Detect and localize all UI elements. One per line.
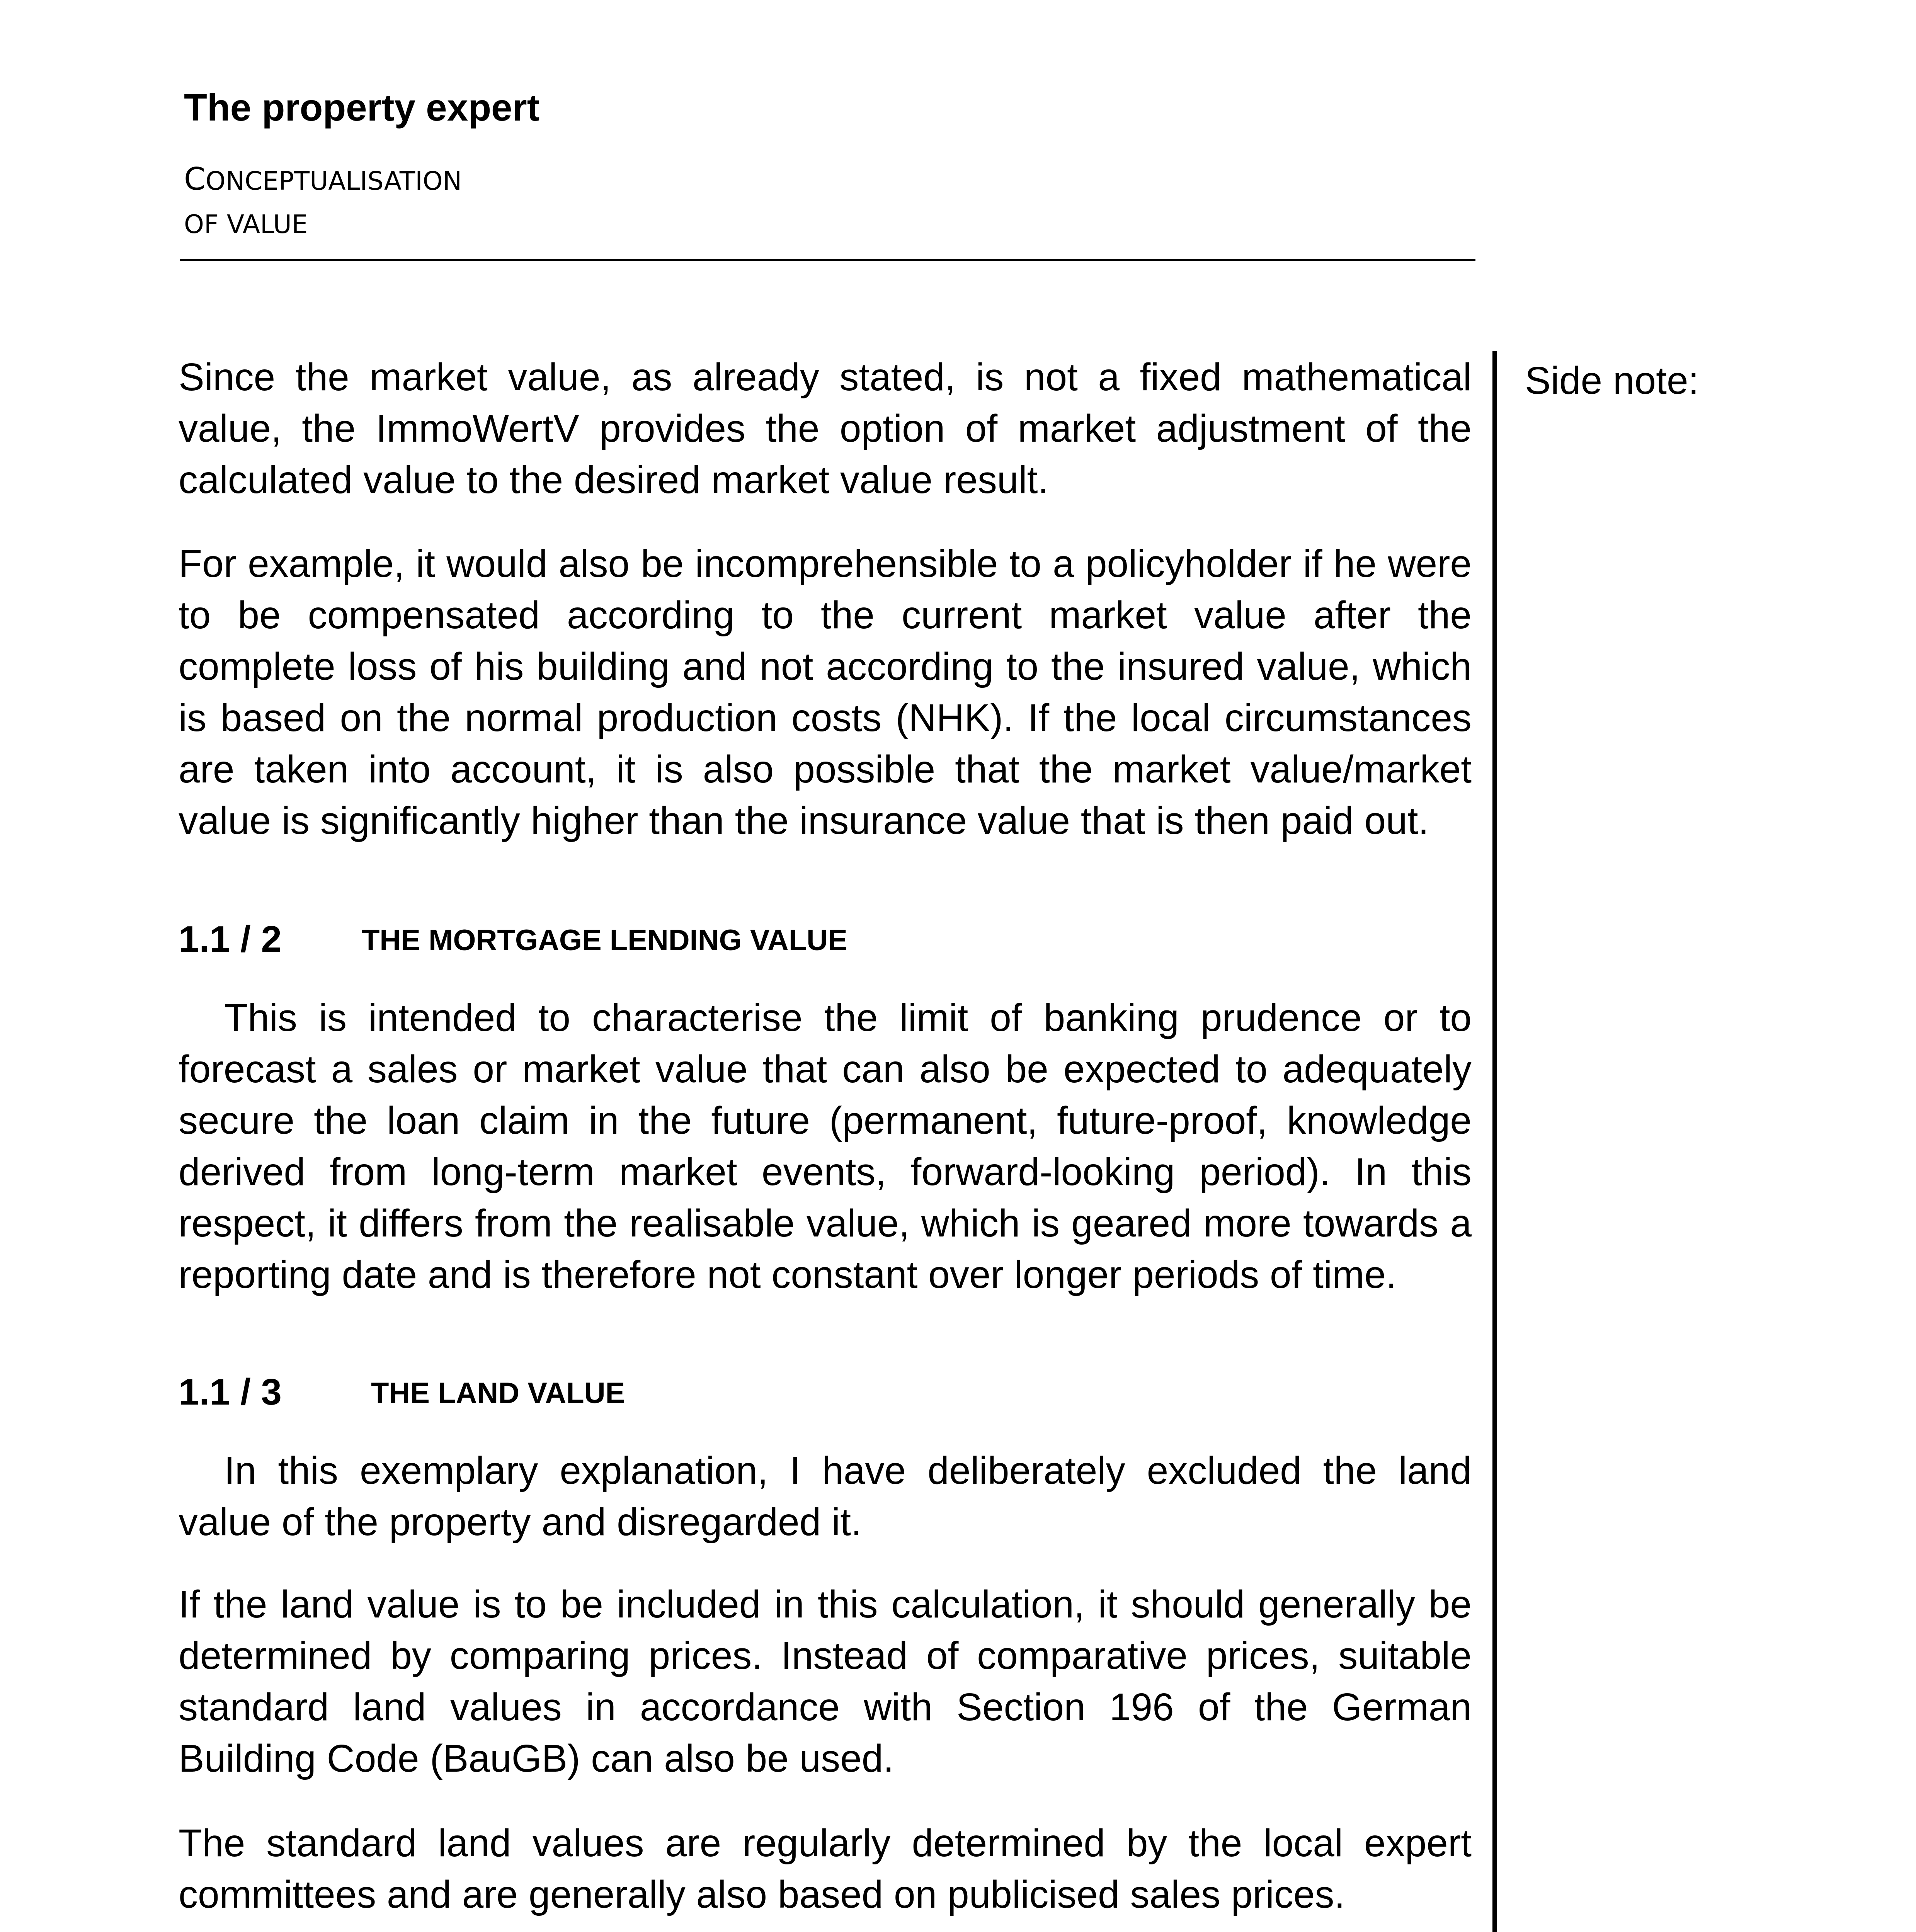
subtitle-initial: C	[184, 161, 206, 197]
section-number: 1.1 / 2	[179, 918, 282, 960]
subtitle-line1: ONCEPTUALISATION	[205, 166, 462, 196]
header-divider	[180, 259, 1475, 261]
margin-divider	[1492, 351, 1497, 1932]
intro-paragraph-1: Since the market value, as already stated, is not a fixed mathematical value, the ImmoWertV provides the option of market adjustment of the calculated value to the desired market value result.	[179, 355, 1472, 502]
side-note-label: Side note:	[1525, 359, 1699, 402]
intro-paragraph-2: For example, it would also be incomprehensible to a policyholder if he were to be compensated according to the current market value after the complete loss of his building and not according to the insured value, which is based on the normal production costs (NHK). If the local circumstances are taken into account, it is also possible that the market value/market value is significantly higher than the insurance value that is then paid out.	[179, 542, 1472, 842]
document-header-subtitle	[184, 158, 462, 246]
subtitle-line2: OF VALUE	[184, 209, 308, 239]
section-title: THE LAND VALUE	[371, 1377, 625, 1410]
section-title: THE MORTGAGE LENDING VALUE	[362, 924, 847, 957]
section-number: 1.1 / 3	[179, 1371, 282, 1413]
document-header-title: The property expert	[184, 86, 540, 129]
section-paragraph: This is intended to characterise the limit of banking prudence or to forecast a sales or market value that can also be expected to adequately secure the loan claim in the future (permanent, future-proof, knowledge derived from long-term market events, forward-looking period). In this respect, it differs from the realisable value, which is geared more towards a reporting date and is therefore not constant over longer periods of time.	[179, 996, 1472, 1296]
section-paragraph: In this exemplary explanation, I have deliberately excluded the land value of the property and disregarded it.	[179, 1449, 1472, 1544]
section-paragraph: If the land value is to be included in this calculation, it should generally be determined by comparing prices. Instead of comparative prices, suitable standard land values in accordance with Section 196 of the German Building Code (BauGB) can also be used.	[179, 1583, 1472, 1780]
section-paragraph: The standard land values are regularly determined by the local expert committees and are generally also based on publicised sales prices.	[179, 1821, 1472, 1916]
